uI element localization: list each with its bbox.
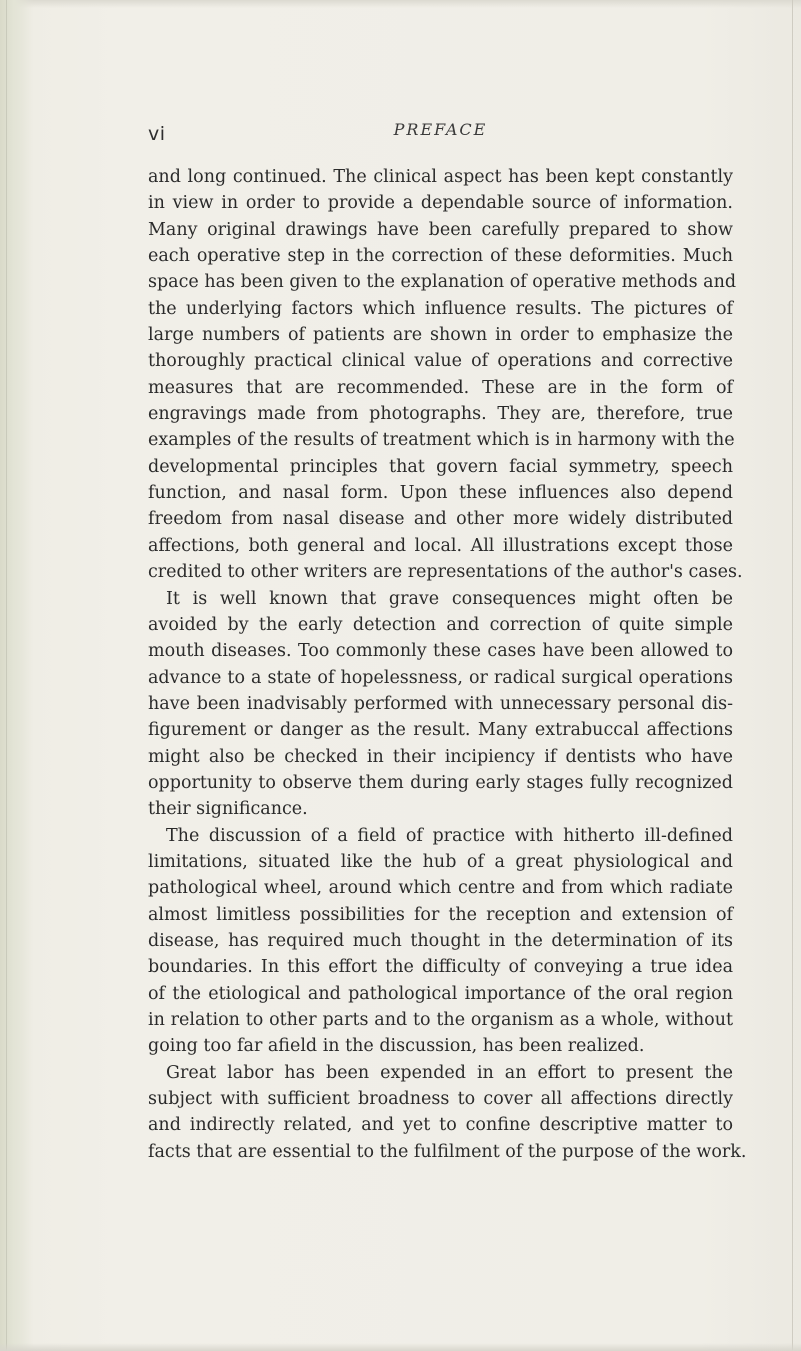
text-line: advance to a state of hopelessness, or radical surgical operations [148,667,733,688]
page-number: vi [148,123,166,145]
body-text [148,164,747,1165]
text-line: each operative step in the correction of these deformities. Much [148,246,733,267]
text-line: might also be checked in their incipiency if dentists who have [148,746,733,767]
text-line: The discussion of a field of practice with hitherto ill-defined [166,825,733,846]
page-bottom-edge [0,1343,801,1351]
text-line: pathological wheel, around which centre and from which radiate [148,878,733,899]
text-line: thoroughly practical clinical value of operations and corrective [148,351,733,372]
text-line: boundaries. In this effort the difficulty of conveying a true idea [148,957,733,978]
text-line: developmental principles that govern facial symmetry, speech [148,456,733,477]
text-line: function, and nasal form. Upon these influences also depend [148,483,733,504]
text-line: Many original drawings have been carefully prepared to show [148,219,733,240]
text-line: have been inadvisably performed with unnecessary personal dis- [148,693,733,714]
gutter-line [6,0,7,1351]
text-line: credited to other writers are representations of the author's cases. [148,562,743,583]
text-line: and long continued. The clinical aspect has been kept constantly [148,167,733,187]
text-line: limitations, situated like the hub of a great physiological and [148,851,733,872]
text-line: avoided by the early detection and correction of quite simple [148,614,733,635]
running-head-title: PREFACE [393,120,488,139]
text-line: of the etiological and pathological importance of the oral region [148,983,733,1004]
text-line: large numbers of patients are shown in order to emphasize the [148,325,733,346]
text-line: engravings made from photographs. They are, therefore, true [148,404,733,425]
text-line: figurement or danger as the result. Many extrabuccal affections [148,720,733,741]
text-line: subject with sufficient broadness to cover all affections directly [148,1089,733,1110]
text-line: almost limitless possibilities for the reception and extension of [148,904,733,925]
text-line: in view in order to provide a dependable source of information. [148,193,733,214]
text-line: Great labor has been expended in an effort to present the [166,1062,733,1083]
text-line: It is well known that grave consequences might often be [166,588,733,609]
page-right-edge [792,0,793,1351]
text-line: opportunity to observe them during early stages fully recognized [148,772,733,793]
text-line: measures that are recommended. These are in the form of [148,377,733,398]
text-line: facts that are essential to the fulfilment of the purpose of the work. [148,1141,747,1162]
running-head [148,118,733,148]
text-line: examples of the results of treatment which is in harmony with the [148,430,735,451]
text-line: freedom from nasal disease and other more widely distributed [148,509,733,530]
text-line: in relation to other parts and to the organism as a whole, without [148,1010,733,1030]
text-line: disease, has required much thought in the determination of its [148,930,733,951]
text-line: the underlying factors which influence results. The pictures of [148,298,733,319]
text-line: their significance. [148,799,308,820]
page-top-edge [0,0,801,8]
text-line: mouth diseases. Too commonly these cases have been allowed to [148,641,733,662]
text-line: going too far afield in the discussion, has been realized. [148,1036,645,1057]
text-line: space has been given to the explanation of operative methods and [148,272,737,293]
text-line: affections, both general and local. All illustrations except those [148,535,733,556]
text-line: and indirectly related, and yet to confine descriptive matter to [148,1115,733,1136]
